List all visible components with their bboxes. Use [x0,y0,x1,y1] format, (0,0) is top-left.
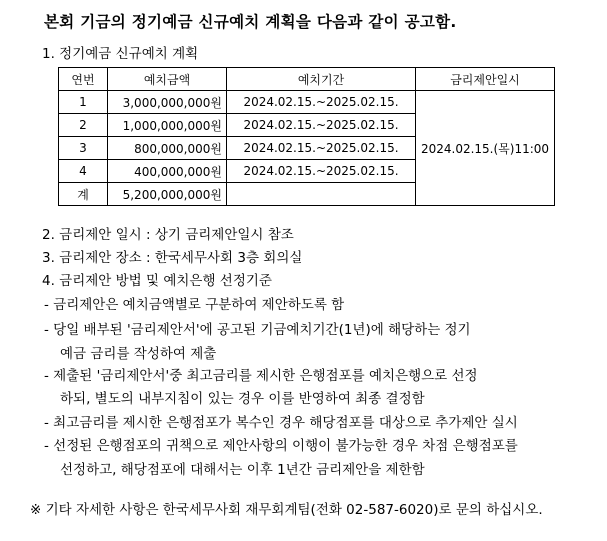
row-period: 2024.02.15.~2025.02.15. [227,114,416,137]
proposal-datetime-cell: 2024.02.15.(목)11:00 [416,91,555,206]
row-period: 2024.02.15.~2025.02.15. [227,91,416,114]
bullet-item: - 제출된 '금리제안서'중 최고금리를 제시한 은행점포를 예치은행으로 선정 [44,368,478,384]
deposit-plan-table [58,67,555,206]
row-amount: 3,000,000,000원 [108,91,227,114]
bullet-continuation: 하되, 별도의 내부지침이 있는 경우 이를 반영하여 최종 결정함 [60,391,425,407]
section-3-title: 3. 금리제안 장소 : 한국세무사회 3층 회의실 [42,250,303,266]
header-period: 예치기간 [227,68,416,91]
section-4-title: 4. 금리제안 방법 및 예치은행 선정기준 [42,273,272,289]
total-amount: 5,200,000,000원 [108,183,227,206]
bullet-item: - 선정된 은행점포의 귀책으로 제안사항의 이행이 불가능한 경우 차점 은행점포를 [44,438,518,454]
header-proposal-datetime: 금리제안일시 [416,68,555,91]
row-no: 4 [59,160,108,183]
notice-heading: 본회 기금의 정기예금 신규예치 계획을 다음과 같이 공고함. [44,13,457,31]
row-amount: 400,000,000원 [108,160,227,183]
bullet-continuation: 예금 금리를 작성하여 제출 [60,346,217,362]
row-amount: 800,000,000원 [108,137,227,160]
bullet-item: - 금리제안은 예치금액별로 구분하여 제안하도록 함 [44,297,345,313]
table-header-row [59,68,555,91]
header-amount: 예치금액 [108,68,227,91]
bullet-continuation: 선정하고, 해당점포에 대해서는 이후 1년간 금리제안을 제한함 [60,462,425,478]
section-2-title: 2. 금리제안 일시 : 상기 금리제안일시 참조 [42,227,294,243]
row-period: 2024.02.15.~2025.02.15. [227,160,416,183]
row-amount: 1,000,000,000원 [108,114,227,137]
header-no: 연번 [59,68,108,91]
table-row [59,91,555,114]
row-no: 2 [59,114,108,137]
section-1-title: 1. 정기예금 신규예치 계획 [42,46,199,62]
bullet-item: - 당일 배부된 '금리제안서'에 공고된 기금예치기간(1년)에 해당하는 정기 [44,322,471,338]
row-no: 1 [59,91,108,114]
row-no: 3 [59,137,108,160]
row-period: 2024.02.15.~2025.02.15. [227,137,416,160]
total-period-empty [227,183,416,206]
bullet-item: - 최고금리를 제시한 은행점포가 복수인 경우 해당점포를 대상으로 추가제안 실시 [44,415,518,431]
total-label: 계 [59,183,108,206]
contact-note: ※ 기타 자세한 사항은 한국세무사회 재무회계팀(전화 02-587-6020)로 문의 하십시오. [30,502,543,518]
